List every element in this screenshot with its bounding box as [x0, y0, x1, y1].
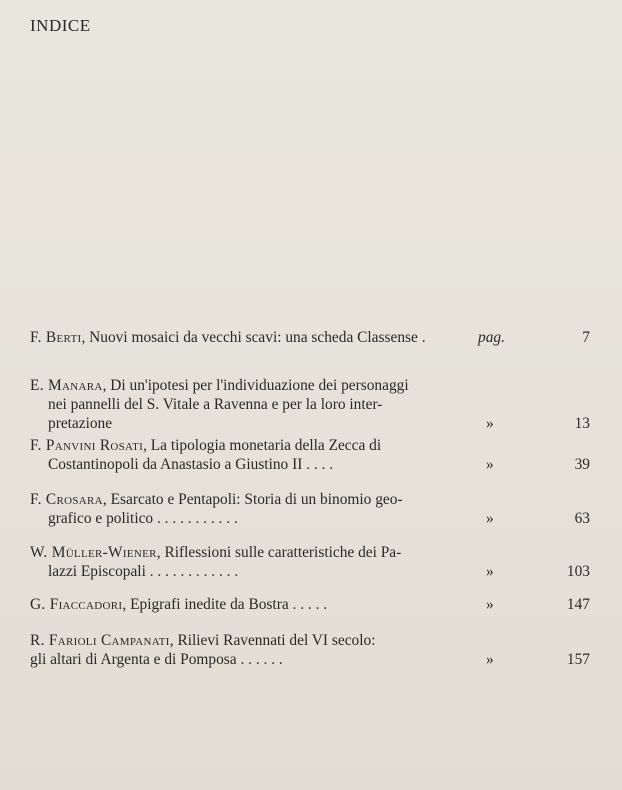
leader-dots: . . . . . . . . . . . — [153, 510, 238, 527]
entry-line — [30, 509, 590, 528]
index-entry — [30, 376, 590, 433]
entry-author: W. Müller-Wiener — [30, 544, 157, 561]
entry-line: E. Manara, Di un'ipotesi per l'individuazione dei personaggi — [30, 377, 409, 394]
entry-line — [30, 455, 590, 474]
entry-title-continued: grafico e politico — [48, 510, 154, 527]
entry-line: W. Müller-Wiener, Riflessioni sulle caratteristiche dei Pa- — [30, 544, 402, 561]
entry-line: G. Fiaccadori, Epigrafi inedite da Bostra . . . . . » 147 — [30, 596, 590, 613]
page-marker: » — [486, 510, 494, 527]
entry-line: F. Panvini Rosati, La tipologia monetaria della Zecca di — [30, 437, 382, 454]
entry-author: E. Manara — [30, 377, 103, 394]
entry-title: Nuovi mosaici da vecchi scavi: una scheda Classense — [89, 329, 418, 346]
entry-title: Rilievi Ravennati del VI secolo: — [177, 632, 376, 649]
entry-line: R. Farioli Campanati, Rilievi Ravennati del VI secolo: — [30, 632, 376, 649]
leader-dots: . . . . . . . . . . . . — [145, 563, 239, 580]
page-number: 7 — [582, 329, 590, 346]
page-marker: » — [486, 456, 494, 473]
page-number: 157 — [566, 651, 590, 668]
index-entry — [30, 436, 590, 474]
index-entry — [30, 328, 590, 347]
entry-title-continued: pretazione — [48, 415, 113, 432]
entry-line: F. Berti, Nuovi mosaici da vecchi scavi: una scheda Classense . pag. 7 — [30, 329, 590, 346]
page-marker: » — [486, 415, 494, 432]
index-entry — [30, 543, 590, 581]
leader-dots: . . . . — [302, 456, 334, 473]
index-entry — [30, 490, 590, 528]
page-marker: pag. — [478, 329, 505, 346]
entry-author: R. Farioli Campanati — [30, 632, 170, 649]
page-marker: » — [486, 596, 494, 613]
page-marker: » — [486, 563, 494, 580]
entry-title: La tipologia monetaria della Zecca di — [150, 437, 382, 454]
page-number: 13 — [574, 415, 590, 432]
entry-author: G. Fiaccadori — [30, 596, 123, 613]
entry-title-continued: lazzi Episcopali — [48, 563, 146, 580]
entry-line — [30, 650, 590, 669]
index-entry — [30, 595, 590, 614]
entry-title-continued: Costantinopoli da Anastasio a Giustino II — [48, 456, 303, 473]
entry-title-continued: gli altari di Argenta e di Pomposa — [30, 651, 237, 668]
entry-line — [30, 562, 590, 581]
index-title: INDICE — [30, 16, 91, 35]
entry-title-continued: nei pannelli del S. Vitale a Ravenna e per la loro inter- — [48, 396, 383, 413]
entry-line: F. Crosara, Esarcato e Pentapoli: Storia di un binomio geo- — [30, 491, 403, 508]
leader-dots: . . . . . . — [236, 651, 283, 668]
entry-title: Epigrafi inedite da Bostra — [130, 596, 289, 613]
page-number: 103 — [566, 563, 590, 580]
entry-line — [30, 395, 590, 414]
leader-dots: . . . . . — [288, 596, 328, 613]
entry-author: F. Crosara — [30, 491, 103, 508]
leader-dots: . — [417, 329, 426, 346]
entry-line — [30, 414, 590, 433]
page-number: 147 — [566, 596, 590, 613]
entry-author: F. Berti — [30, 329, 82, 346]
entry-title: Riflessioni sulle caratteristiche dei Pa- — [164, 544, 402, 561]
entry-author: F. Panvini Rosati — [30, 437, 144, 454]
entry-title: Esarcato e Pentapoli: Storia di un binomio geo- — [110, 491, 403, 508]
entry-title: Di un'ipotesi per l'individuazione dei personaggi — [110, 377, 409, 394]
page-marker: » — [486, 651, 494, 668]
page-number: 63 — [574, 510, 590, 527]
page-number: 39 — [574, 456, 590, 473]
index-entry — [30, 631, 590, 669]
